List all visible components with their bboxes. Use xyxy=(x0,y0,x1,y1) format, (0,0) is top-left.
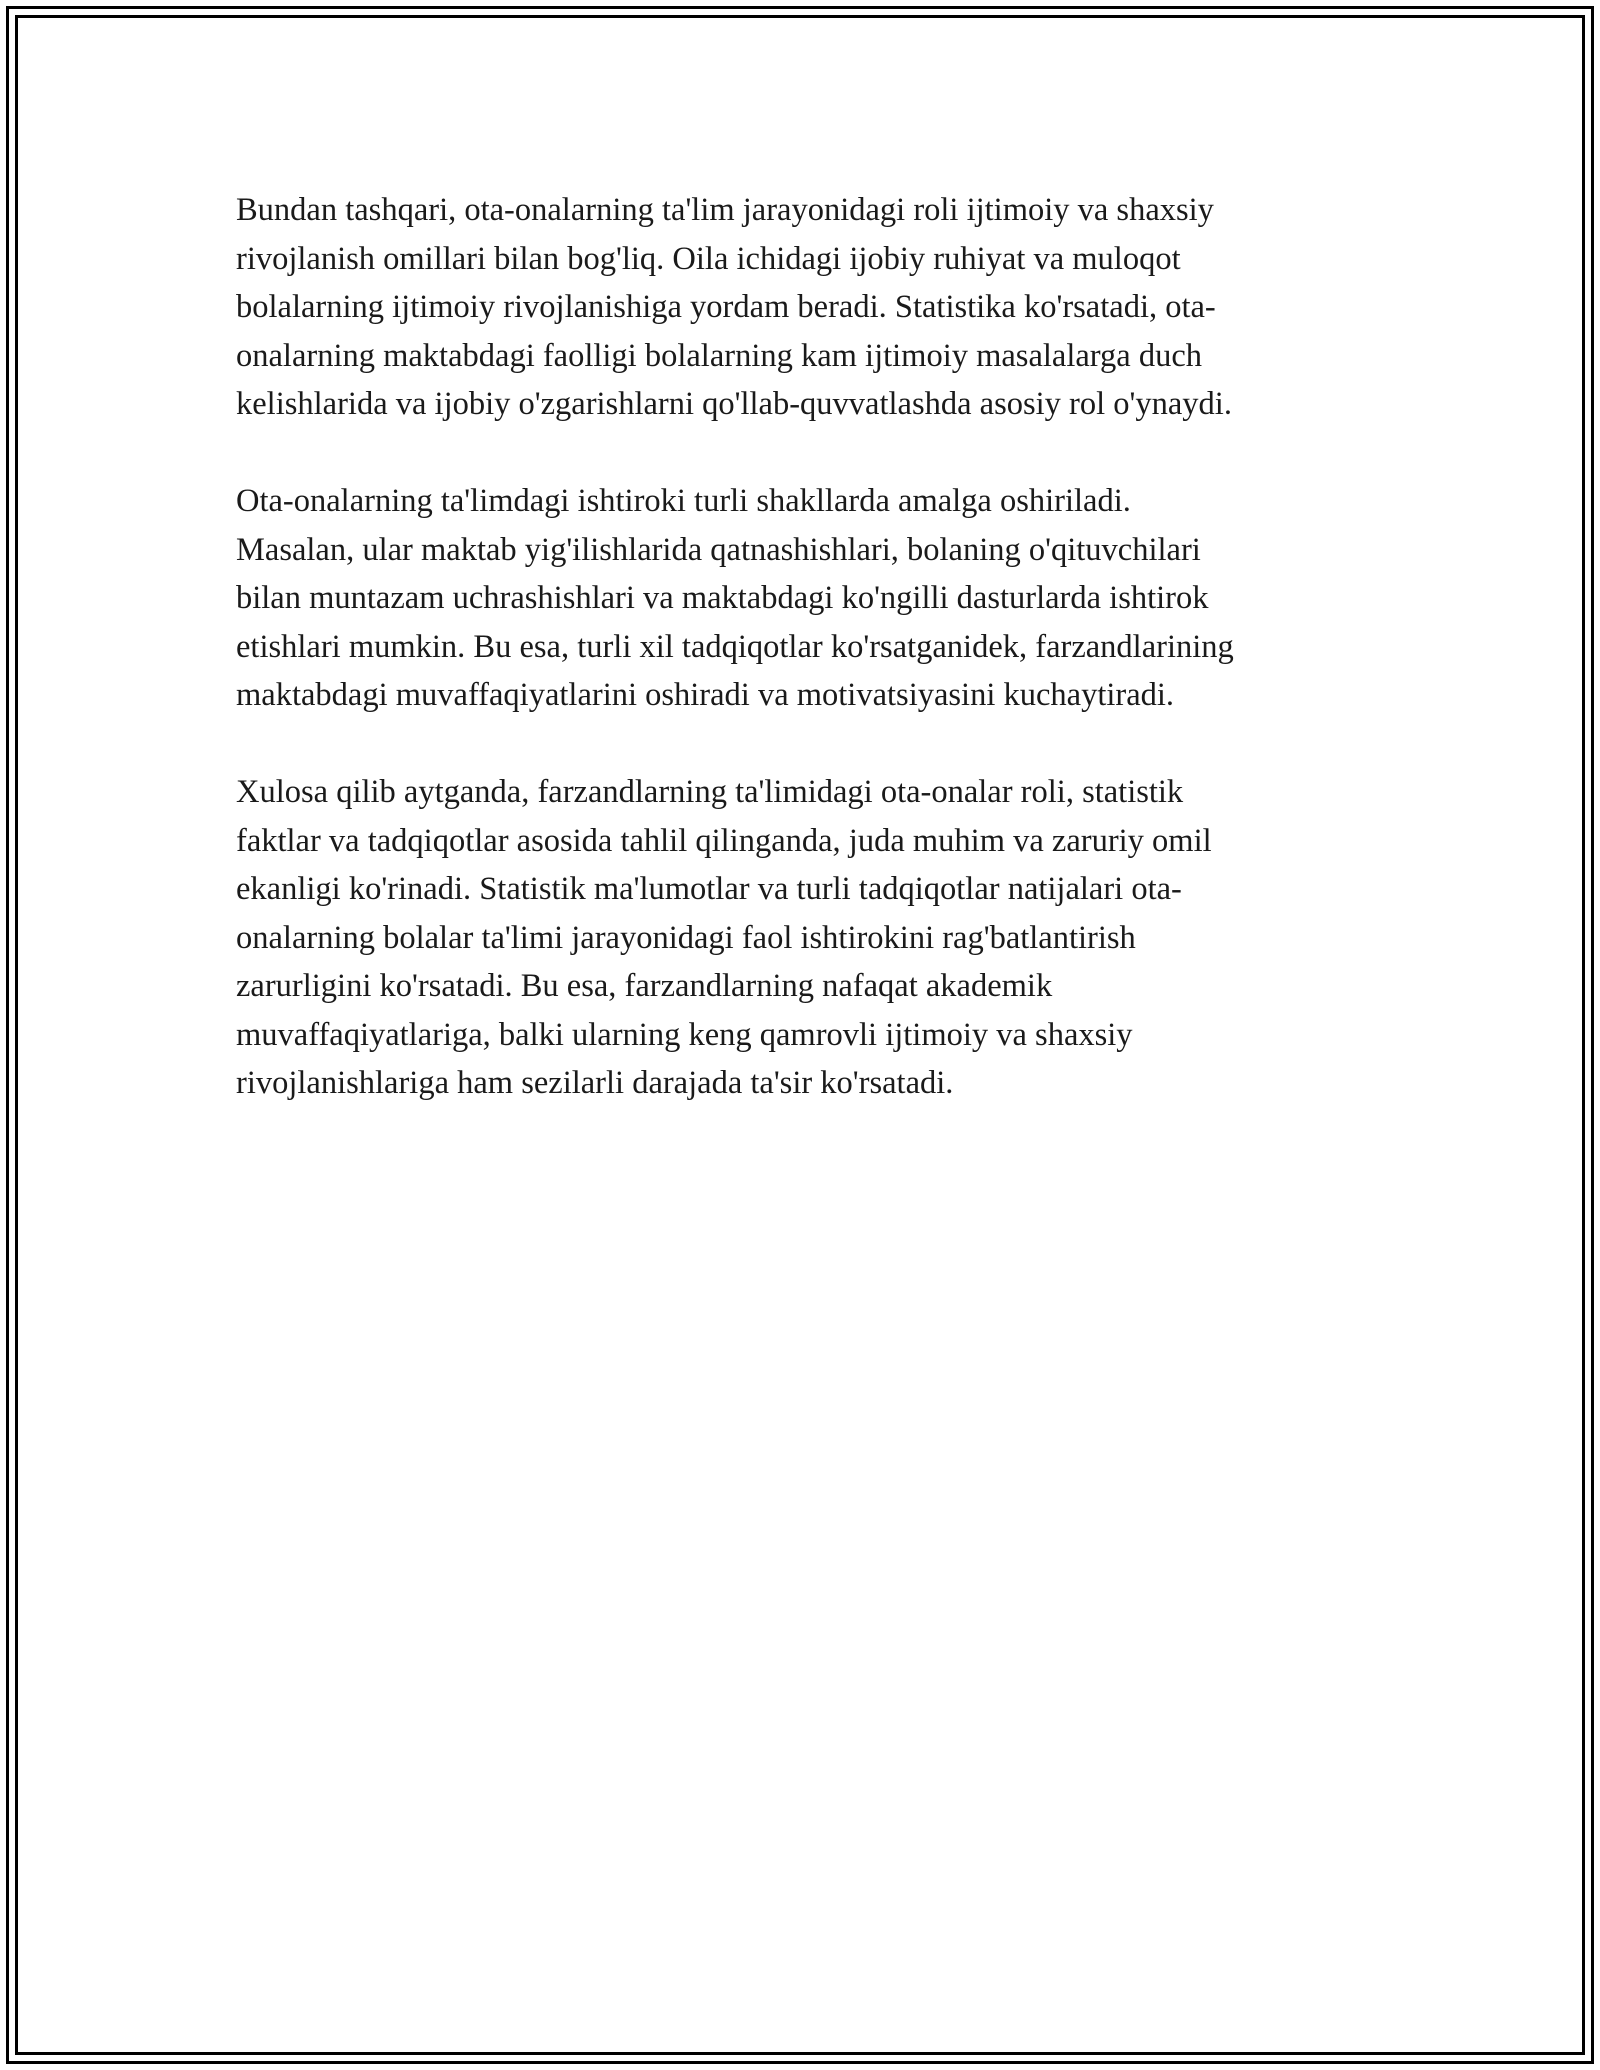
text-line: zarurligini ko'rsatadi. Bu esa, farzandlarning nafaqat akademik xyxy=(236,968,1053,1004)
paragraph-1 xyxy=(236,186,1396,429)
text-line: ekanligi ko'rinadi. Statistik ma'lumotlar va turli tadqiqotlar natijalari ota- xyxy=(236,871,1182,907)
text-line: onalarning bolalar ta'limi jarayonidagi faol ishtirokini rag'batlantirish xyxy=(236,919,1136,956)
text-line: Masalan, ular maktab yig'ilishlarida qatnashishlari, bolaning o'qituvchilari xyxy=(236,531,1201,568)
paragraph-2 xyxy=(236,477,1396,720)
text-line: rivojlanishlariga ham sezilarli darajada ta'sir ko'rsatadi. xyxy=(236,1065,954,1101)
document-body xyxy=(236,186,1396,1156)
text-line: etishlari mumkin. Bu esa, turli xil tadqiqotlar ko'rsatganidek, farzandlarining xyxy=(236,628,1234,665)
text-line: bolalarning ijtimoiy rivojlanishiga yordam beradi. Statistika ko'rsatadi, ota- xyxy=(236,289,1216,325)
text-line: Ota-onalarning ta'limdagi ishtiroki turli shakllarda amalga oshiriladi. xyxy=(236,483,1131,519)
paragraph-3 xyxy=(236,768,1396,1108)
text-line: maktabdagi muvaffaqiyatlarini oshiradi va motivatsiyasini kuchaytiradi. xyxy=(236,677,1175,713)
text-line: Bundan tashqari, ota-onalarning ta'lim jarayonidagi roli ijtimoiy va shaxsiy xyxy=(236,192,1214,228)
text-line: Xulosa qilib aytganda, farzandlarning ta'limidagi ota-onalar roli, statistik xyxy=(236,774,1184,810)
text-line: kelishlarida va ijobiy o'zgarishlarni qo'llab-quvvatlashda asosiy rol o'ynaydi. xyxy=(236,386,1232,422)
text-line: muvaffaqiyatlariga, balki ularning keng qamrovli ijtimoiy va shaxsiy xyxy=(236,1016,1133,1053)
text-line: rivojlanish omillari bilan bog'liq. Oila ichidagi ijobiy ruhiyat va muloqot xyxy=(236,240,1181,277)
text-line: bilan muntazam uchrashishlari va maktabdagi ko'ngilli dasturlarda ishtirok xyxy=(236,580,1209,616)
text-line: onalarning maktabdagi faolligi bolalarning kam ijtimoiy masalalarga duch xyxy=(236,337,1203,374)
text-line: faktlar va tadqiqotlar asosida tahlil qilinganda, juda muhim va zaruriy omil xyxy=(236,822,1212,859)
